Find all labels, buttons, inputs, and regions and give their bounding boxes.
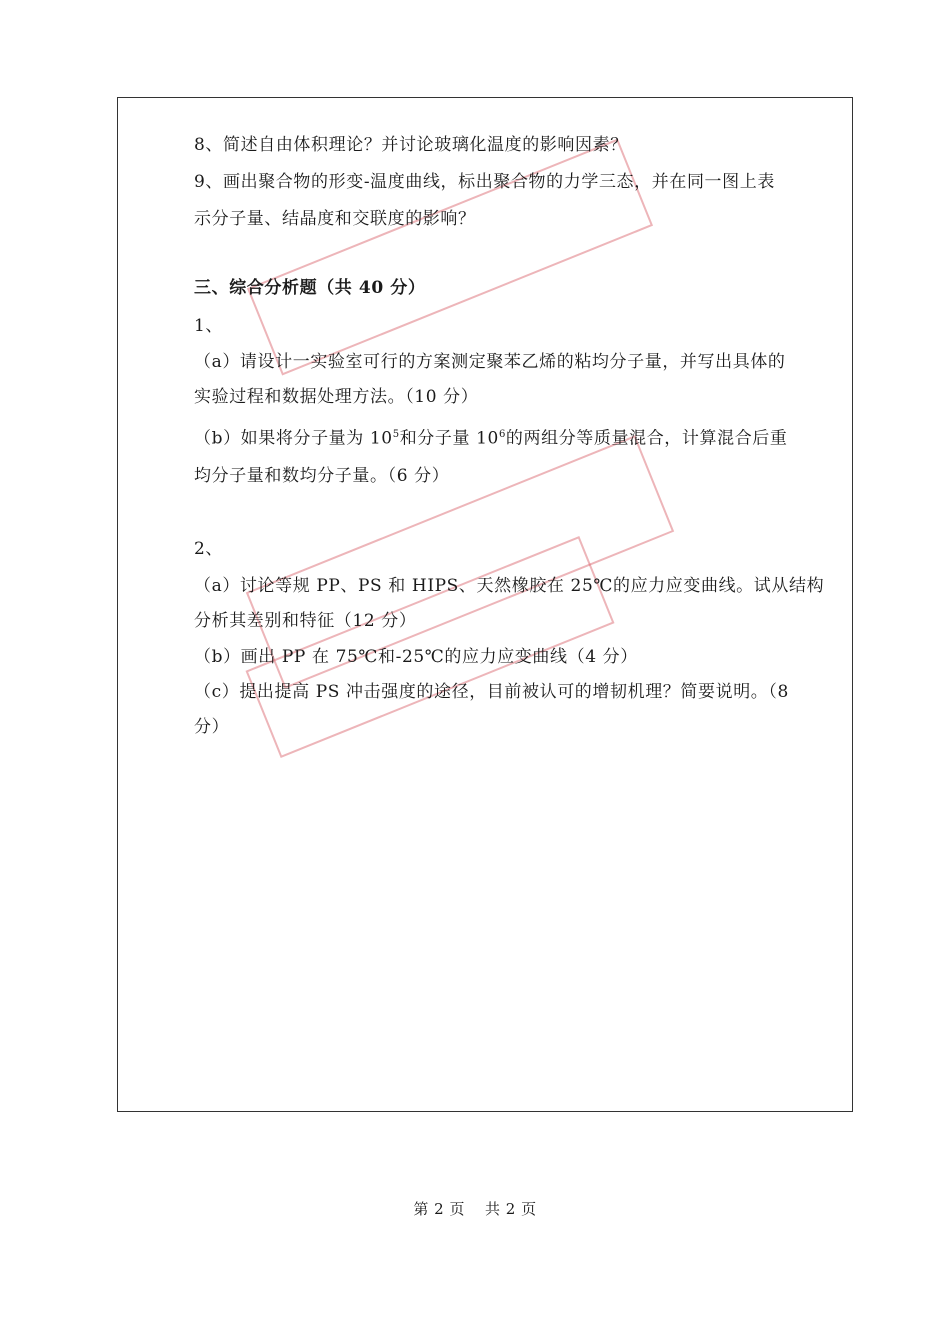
page-total: 共 2 页 bbox=[485, 1200, 537, 1218]
page-footer bbox=[0, 1198, 950, 1219]
question-2a-line1: （a）讨论等规 PP、PS 和 HIPS、天然橡胶在 25℃的应力应变曲线。试从结构 bbox=[194, 576, 825, 596]
question-1a-line1: （a）请设计一实验室可行的方案测定聚苯乙烯的粘均分子量，并写出具体的 bbox=[194, 352, 786, 372]
exponent: 6 bbox=[498, 429, 506, 440]
question-8: 8、简述自由体积理论？并讨论玻璃化温度的影响因素？ bbox=[194, 135, 628, 155]
question-1a-line2: 实验过程和数据处理方法。（10 分） bbox=[194, 387, 479, 407]
section-3-heading: 三、综合分析题（共 40 分） bbox=[194, 278, 426, 298]
question-9-line2: 示分子量、结晶度和交联度的影响？ bbox=[194, 209, 476, 229]
question-1b-line2: 均分子量和数均分子量。（6 分） bbox=[194, 466, 450, 486]
question-1-number: 1、 bbox=[194, 316, 224, 336]
question-2-number: 2、 bbox=[194, 539, 224, 559]
question-1b-line1: （b）如果将分子量为 $10^5$和分子量 $10^6$的两组分等质量混合，计算混合后重 bbox=[194, 428, 788, 449]
question-9-line1: 9、画出聚合物的形变-温度曲线，标出聚合物的力学三态，并在同一图上表 bbox=[194, 172, 775, 192]
exponent: 5 bbox=[392, 429, 400, 440]
question-2c-line2: 分） bbox=[194, 717, 230, 737]
question-2b-line1: （b）画出 PP 在 75℃和-25℃的应力应变曲线（4 分） bbox=[194, 647, 638, 667]
question-2c-line1: （c）提出提高 PS 冲击强度的途径，目前被认可的增韧机理？简要说明。（8 bbox=[194, 682, 789, 702]
page-number: 第 2 页 bbox=[413, 1200, 465, 1218]
question-2a-line2: 分析其差别和特征（12 分） bbox=[194, 611, 417, 631]
